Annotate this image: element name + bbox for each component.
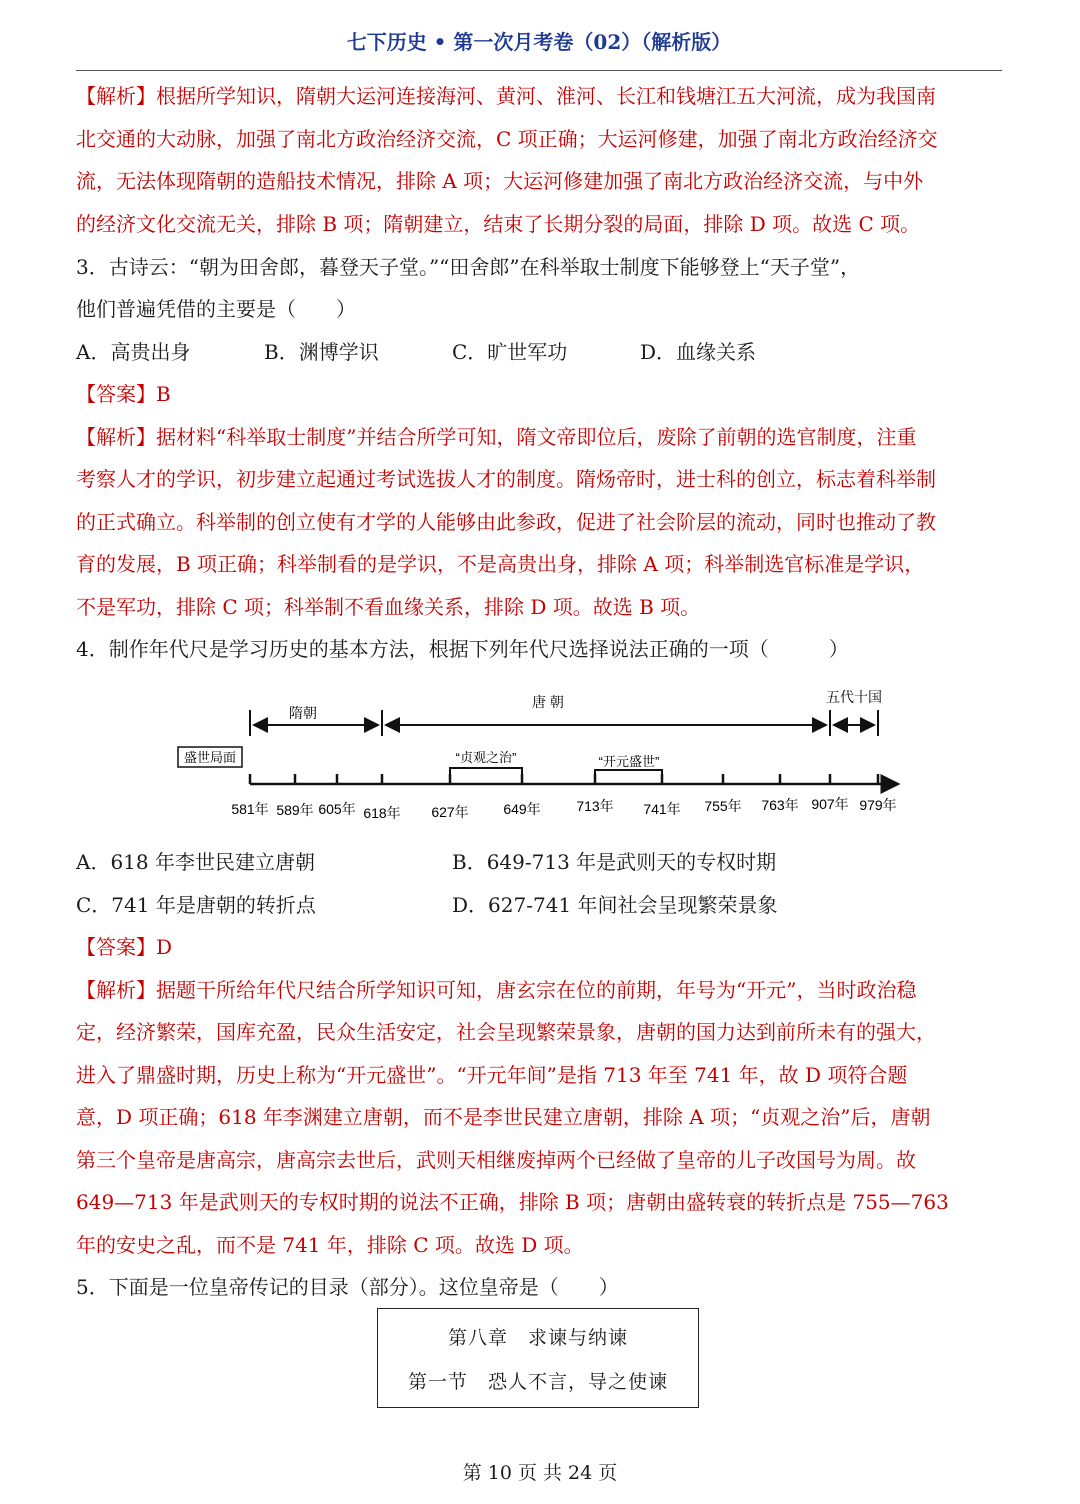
q4-analysis-line: 进入了鼎盛时期，历史上称为“开元盛世”。“开元年间”是指 713 年至 741 年，故 D 项符合题 <box>76 1063 908 1087</box>
timeline-year-label: 907年 <box>811 796 849 812</box>
era-kaiyuan: “开元盛世” <box>598 754 660 769</box>
q4-analysis-line: 第三个皇帝是唐高宗，唐高宗去世后，武则天相继废掉两个已经做了皇帝的儿子改国号为周。故 <box>76 1148 916 1172</box>
timeline-year-label: 649年 <box>503 801 541 817</box>
q3-analysis-line: 不是军功，排除 C 项；科举制不看血缘关系，排除 D 项。故选 B 项。 <box>76 595 701 619</box>
q3-option-b: B．渊博学识 <box>264 340 379 364</box>
page-footer: 第 10 页 共 24 页 <box>462 1462 618 1484</box>
section-title: 第一节 恐人不言，导之使谏 <box>407 1371 668 1393</box>
q3-analysis-line: 考察人才的学识，初步建立起通过考试选拔人才的制度。隋炀帝时，进士科的创立，标志着科举制 <box>76 467 936 491</box>
timeline-year-label: 605年 <box>318 801 356 817</box>
q3-option-a: A．高贵出身 <box>76 340 191 364</box>
timeline-year-label: 713年 <box>576 798 614 814</box>
timeline-year-label: 581年 <box>231 801 269 817</box>
timeline-ticks <box>231 774 896 821</box>
q4-option-c: C．741 年是唐朝的转折点 <box>76 893 316 917</box>
q2-analysis-line: 流，无法体现隋朝的造船技术情况，排除 A 项；大运河修建加强了南北方政治经济交流，与中外 <box>76 169 924 193</box>
q3-analysis-line: 的正式确立。科举制的创立使有才学的人能够由此参政，促进了社会阶层的流动，同时也推动了教 <box>76 510 936 534</box>
period-five-dynasties: 五代十国 <box>826 689 882 705</box>
timeline-year-label: 979年 <box>859 797 897 813</box>
q4-analysis-line: 649—713 年是武则天的专权时期的说法不正确，排除 B 项；唐朝由盛转衰的转折点是 755—763 <box>76 1190 949 1214</box>
q5-stem: 5．下面是一位皇帝传记的目录（部分）。这位皇帝是（ ） <box>76 1275 619 1299</box>
q3-answer: 【答案】B <box>76 382 171 406</box>
q4-answer: 【答案】D <box>76 935 173 959</box>
q2-analysis-line: 北交通的大动脉，加强了南北方政治经济交流，C 项正确；大运河修建，加强了南北方政治经济交 <box>76 127 938 151</box>
zhenguan-bracket <box>450 768 522 776</box>
q4-analysis-line: 意，D 项正确；618 年李渊建立唐朝，而不是李世民建立唐朝，排除 A 项；“贞观之治”后，唐朝 <box>76 1105 931 1129</box>
header-title: 七下历史 • 第一次月考卷（02）（解析版） <box>346 30 732 54</box>
q4-analysis-line: 定，经济繁荣，国库充盈，民众生活安定，社会呈现繁荣景象，唐朝的国力达到前所未有的强大， <box>76 1020 936 1044</box>
q3-stem-line: 3．古诗云：“朝为田舍郎，暮登天子堂。”“田舍郎”在科举取士制度下能够登上“天子堂”， <box>76 255 861 279</box>
q3-analysis-line: 育的发展，B 项正确；科举制看的是学识，不是高贵出身，排除 A 项；科举制选官标准是学识， <box>76 552 925 576</box>
q3-stem-line: 他们普遍凭借的主要是（ ） <box>76 297 356 321</box>
q4-option-a: A．618 年李世民建立唐朝 <box>76 850 315 874</box>
period-tang: 唐 朝 <box>532 694 564 710</box>
era-zhenguan: “贞观之治” <box>455 750 517 765</box>
q3-option-c: C．旷世军功 <box>452 340 568 364</box>
timeline-year-label: 755年 <box>704 798 742 814</box>
timeline-figure <box>170 680 910 830</box>
q4-analysis-line: 【解析】据题干所给年代尺结合所学知识可知，唐玄宗在位的前期，年号为“开元”，当时政治稳 <box>76 978 917 1002</box>
timeline-year-label: 763年 <box>761 797 799 813</box>
kaiyuan-bracket <box>595 770 662 776</box>
period-sui: 隋朝 <box>289 705 317 721</box>
timeline-year-label: 741年 <box>643 801 681 817</box>
timeline-year-label: 618年 <box>363 805 401 821</box>
q4-option-d: D．627-741 年间社会呈现繁荣景象 <box>452 893 778 917</box>
timeline-year-label: 627年 <box>431 804 469 820</box>
q4-stem: 4．制作年代尺是学习历史的基本方法，根据下列年代尺选择说法正确的一项（ ） <box>76 637 849 661</box>
q2-analysis-line: 【解析】根据所学知识，隋朝大运河连接海河、黄河、淮河、长江和钱塘江五大河流，成为我国南 <box>76 84 936 108</box>
prosperity-label: 盛世局面 <box>183 750 237 765</box>
q3-option-d: D．血缘关系 <box>640 340 757 364</box>
page-header <box>76 26 1002 71</box>
q4-analysis-line: 年的安史之乱，而不是 741 年，排除 C 项。故选 D 项。 <box>76 1233 584 1257</box>
q4-option-b: B．649-713 年是武则天的专权时期 <box>452 850 777 874</box>
chapter-title: 第八章 求谏与纳谏 <box>447 1327 628 1349</box>
q3-analysis-line: 【解析】据材料“科举取士制度”并结合所学可知，隋文帝即位后，废除了前朝的选官制度，注重 <box>76 425 917 449</box>
table-of-contents-box <box>377 1308 699 1408</box>
timeline-year-label: 589年 <box>276 802 314 818</box>
q2-analysis-line: 的经济文化交流无关，排除 B 项；隋朝建立，结束了长期分裂的局面，排除 D 项。故选 C 项。 <box>76 212 921 236</box>
